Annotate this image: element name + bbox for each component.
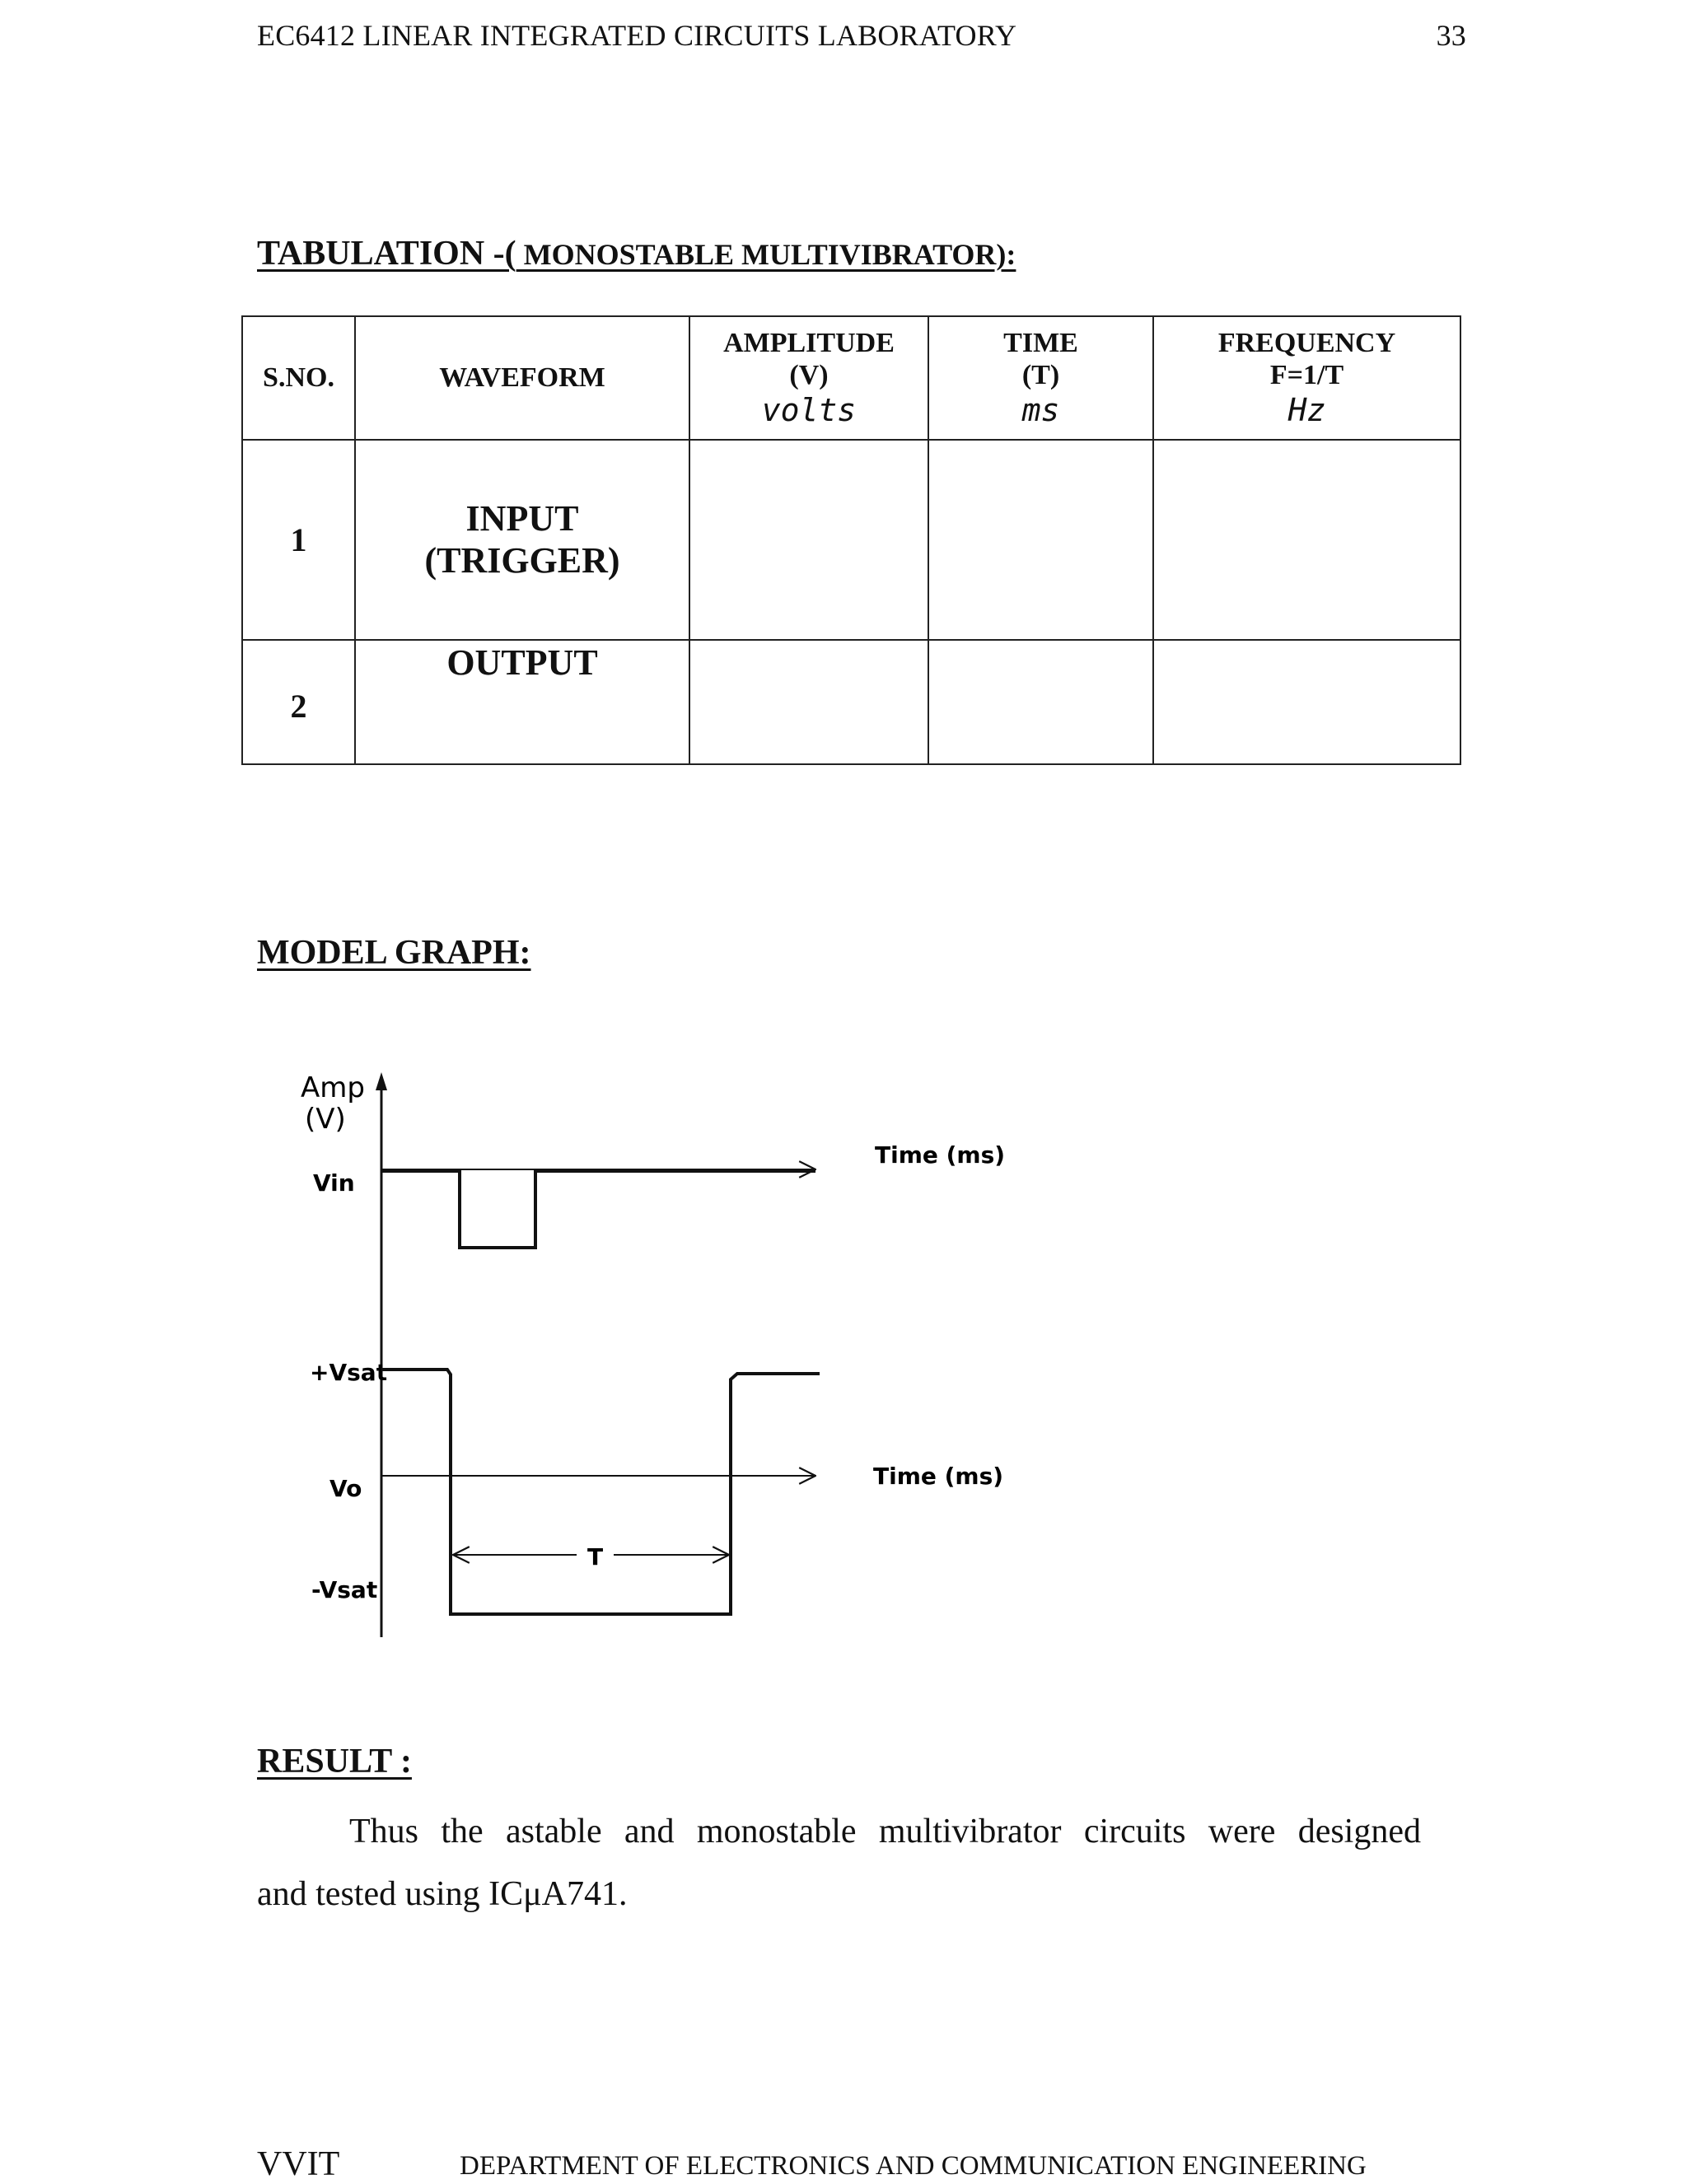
page-header-course: EC6412 LINEAR INTEGRATED CIRCUITS LABORATORY bbox=[257, 19, 1017, 52]
row-time-cell bbox=[928, 440, 1153, 640]
page-number: 33 bbox=[1436, 19, 1466, 52]
result-line-2: and tested using ICμA741. bbox=[257, 1875, 628, 1913]
column-header-frequency: FREQUENCY F=1/T Hz bbox=[1153, 316, 1460, 440]
vin-label: Vin bbox=[313, 1169, 355, 1197]
y-axis-arrow-icon bbox=[376, 1072, 387, 1090]
row-amplitude-cell bbox=[689, 440, 928, 640]
row-amplitude-cell bbox=[689, 640, 928, 764]
result-paragraph bbox=[257, 1800, 1421, 1925]
y-axis-label-amp: Amp bbox=[301, 1071, 365, 1104]
vsat-pos-label: +Vsat bbox=[310, 1359, 388, 1386]
time-axis-label-top: Time (ms) bbox=[875, 1141, 1006, 1169]
tabulation-table bbox=[241, 315, 1461, 765]
model-graph-title: MODEL GRAPH: bbox=[257, 934, 531, 972]
column-header-sno: S.NO. bbox=[242, 316, 355, 440]
footer-department: DEPARTMENT OF ELECTRONICS AND COMMUNICATION ENGINEERING bbox=[460, 2151, 1367, 2181]
vsat-neg-label: -Vsat bbox=[311, 1576, 378, 1603]
unit-ms: ms bbox=[1021, 392, 1060, 429]
unit-volts: volts bbox=[761, 392, 857, 429]
output-waveform bbox=[381, 1370, 820, 1614]
tabulation-title-sub: MONOSTABLE MULTIVIBRATOR): bbox=[516, 238, 1016, 271]
row-time-cell bbox=[928, 640, 1153, 764]
row-waveform: OUTPUT bbox=[355, 640, 689, 764]
column-header-amplitude: AMPLITUDE (V) volts bbox=[689, 316, 928, 440]
tabulation-title-main: TABULATION -( bbox=[257, 235, 516, 273]
result-title: RESULT : bbox=[257, 1743, 412, 1780]
table-row bbox=[242, 440, 1460, 640]
result-line-1: Thus the astable and monostable multivibrator circuits were designed bbox=[349, 1813, 1421, 1850]
row-frequency-cell bbox=[1153, 640, 1460, 764]
row-waveform: INPUT (TRIGGER) bbox=[355, 440, 689, 640]
table-row bbox=[242, 640, 1460, 764]
vo-label: Vo bbox=[329, 1475, 362, 1502]
column-header-time: TIME (T) ms bbox=[928, 316, 1153, 440]
row-sno: 1 bbox=[242, 440, 355, 640]
column-header-waveform: WAVEFORM bbox=[355, 316, 689, 440]
unit-hz: Hz bbox=[1287, 392, 1326, 429]
footer-institute: VVIT bbox=[257, 2145, 340, 2183]
row-sno: 2 bbox=[242, 640, 355, 764]
time-axis-label-bottom: Time (ms) bbox=[873, 1463, 1004, 1490]
table-header-row bbox=[242, 316, 1460, 440]
y-axis-label-unit: (V) bbox=[305, 1103, 346, 1136]
tabulation-title bbox=[257, 234, 1016, 273]
row-frequency-cell bbox=[1153, 440, 1460, 640]
period-label: T bbox=[587, 1543, 604, 1570]
trigger-waveform bbox=[381, 1171, 815, 1248]
monostable-waveform-diagram bbox=[247, 1062, 1038, 1655]
